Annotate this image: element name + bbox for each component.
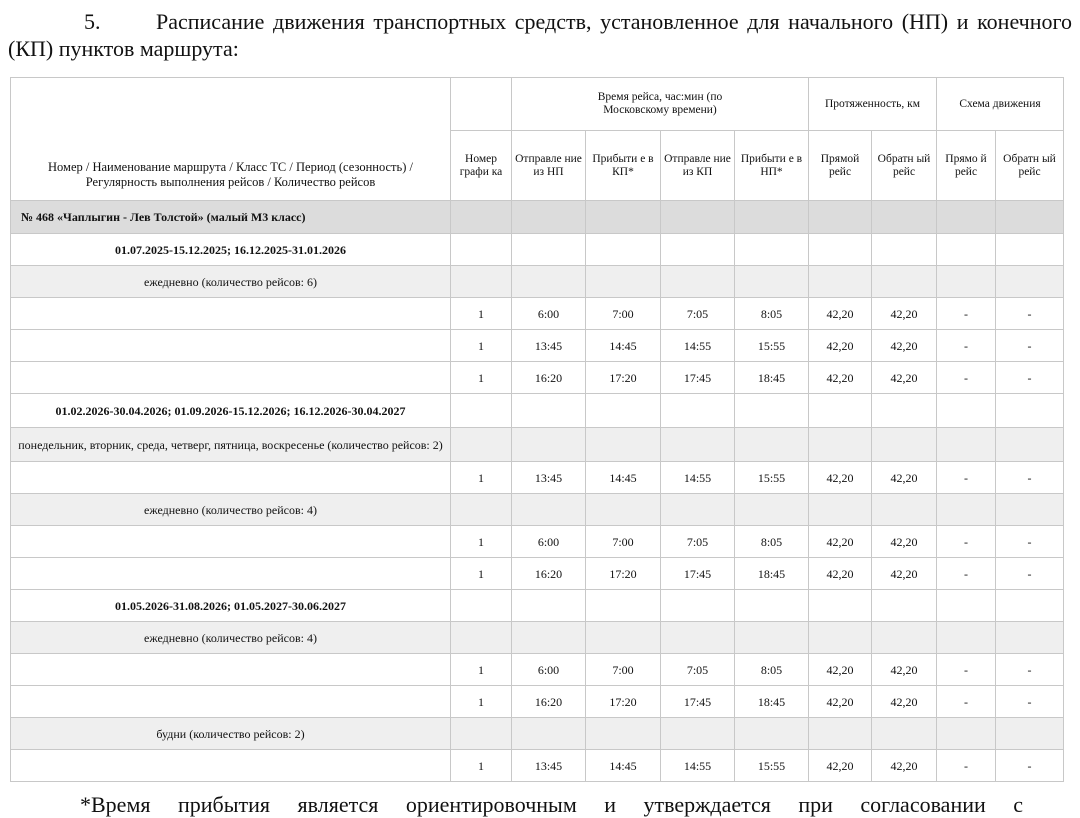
route-row <box>11 201 1064 234</box>
trip-cell: 13:45 <box>512 750 586 782</box>
trip-row <box>11 686 1064 718</box>
route-cell-empty <box>11 362 451 394</box>
trip-cell <box>735 428 809 462</box>
section-number: 5. <box>84 9 101 34</box>
period-row <box>11 234 1064 266</box>
trip-cell <box>809 590 872 622</box>
reg-label: ежедневно (количество рейсов: 4) <box>11 622 451 654</box>
trip-cell <box>809 266 872 298</box>
trip-cell <box>996 428 1064 462</box>
header-length-group: Протяженность, км <box>809 78 937 131</box>
trip-cell: 42,20 <box>809 362 872 394</box>
route-cell-empty <box>11 462 451 494</box>
reg-row <box>11 428 1064 462</box>
trip-cell: - <box>937 330 996 362</box>
reg-label: ежедневно (количество рейсов: 4) <box>11 494 451 526</box>
trip-cell <box>586 494 661 526</box>
trip-cell: 42,20 <box>872 686 937 718</box>
trip-cell: 14:45 <box>586 750 661 782</box>
trip-cell: 13:45 <box>512 462 586 494</box>
trip-cell: 42,20 <box>809 462 872 494</box>
trip-cell <box>451 394 512 428</box>
reg-row <box>11 718 1064 750</box>
trip-cell <box>661 428 735 462</box>
trip-cell: 8:05 <box>735 526 809 558</box>
trip-cell <box>586 718 661 750</box>
trip-cell <box>512 428 586 462</box>
trip-cell <box>996 590 1064 622</box>
trip-cell: 6:00 <box>512 526 586 558</box>
trip-cell: 18:45 <box>735 558 809 590</box>
trip-cell <box>735 201 809 234</box>
trip-cell <box>937 622 996 654</box>
trip-cell: 15:55 <box>735 462 809 494</box>
trip-cell <box>872 266 937 298</box>
header-sub: Прямой рейс <box>809 131 872 201</box>
trip-cell: 7:05 <box>661 654 735 686</box>
trip-cell: - <box>937 654 996 686</box>
trip-cell: 42,20 <box>809 750 872 782</box>
trip-cell: 15:55 <box>735 330 809 362</box>
trip-row <box>11 654 1064 686</box>
trip-cell: 42,20 <box>872 526 937 558</box>
trip-cell <box>872 622 937 654</box>
trip-cell: 7:05 <box>661 526 735 558</box>
trip-cell <box>451 201 512 234</box>
header-row-1 <box>11 78 1064 131</box>
trip-row <box>11 750 1064 782</box>
trip-cell <box>996 201 1064 234</box>
trip-cell: 14:45 <box>586 330 661 362</box>
schedule-table <box>10 77 1064 782</box>
trip-row <box>11 298 1064 330</box>
trip-cell <box>872 718 937 750</box>
trip-cell <box>586 622 661 654</box>
trip-cell <box>937 394 996 428</box>
trip-cell <box>809 201 872 234</box>
trip-cell: 1 <box>451 750 512 782</box>
trip-cell <box>451 266 512 298</box>
trip-cell: 16:20 <box>512 558 586 590</box>
trip-cell: 7:00 <box>586 526 661 558</box>
section-title: Расписание движения транспортных средств, установленное для начального (НП) и конечного (КП) пунктов маршрута: <box>8 9 1072 61</box>
trip-cell <box>512 266 586 298</box>
trip-cell <box>937 234 996 266</box>
trip-cell <box>512 622 586 654</box>
trip-cell <box>996 266 1064 298</box>
trip-cell: - <box>937 298 996 330</box>
trip-cell: 1 <box>451 330 512 362</box>
trip-cell: - <box>996 686 1064 718</box>
trip-cell: - <box>937 462 996 494</box>
trip-cell: - <box>996 362 1064 394</box>
trip-row <box>11 526 1064 558</box>
trip-cell <box>661 266 735 298</box>
trip-cell <box>809 494 872 526</box>
trip-cell <box>512 394 586 428</box>
trip-cell <box>586 590 661 622</box>
trip-cell <box>451 428 512 462</box>
trip-cell <box>661 201 735 234</box>
trip-cell <box>937 718 996 750</box>
trip-cell <box>512 718 586 750</box>
trip-cell <box>512 590 586 622</box>
trip-cell <box>996 494 1064 526</box>
trip-row <box>11 462 1064 494</box>
trip-cell: 17:20 <box>586 558 661 590</box>
trip-cell: 14:55 <box>661 462 735 494</box>
trip-cell: 42,20 <box>872 558 937 590</box>
trip-cell: - <box>937 750 996 782</box>
header-sub: Отправле ние из КП <box>661 131 735 201</box>
trip-cell: - <box>996 298 1064 330</box>
period-label: 01.02.2026-30.04.2026; 01.09.2026-15.12.2026; 16.12.2026-30.04.2027 <box>11 394 451 428</box>
trip-cell: 17:45 <box>661 558 735 590</box>
trip-cell: 17:20 <box>586 362 661 394</box>
trip-cell <box>735 494 809 526</box>
trip-cell <box>937 266 996 298</box>
trip-cell <box>809 394 872 428</box>
trip-cell <box>586 266 661 298</box>
route-cell-empty <box>11 526 451 558</box>
trip-cell <box>872 590 937 622</box>
trip-cell: 6:00 <box>512 654 586 686</box>
trip-cell <box>872 428 937 462</box>
trip-cell <box>512 494 586 526</box>
route-label: № 468 «Чаплыгин - Лев Толстой» (малый М3 класс) <box>11 201 451 234</box>
trip-cell: - <box>937 686 996 718</box>
trip-row <box>11 362 1064 394</box>
trip-cell <box>586 234 661 266</box>
trip-cell: 18:45 <box>735 686 809 718</box>
trip-cell <box>451 718 512 750</box>
trip-cell: 42,20 <box>809 330 872 362</box>
trip-cell <box>809 622 872 654</box>
trip-cell: 42,20 <box>809 686 872 718</box>
trip-cell: - <box>937 558 996 590</box>
trip-cell: 42,20 <box>809 654 872 686</box>
trip-cell <box>872 494 937 526</box>
trip-cell: - <box>996 654 1064 686</box>
header-sub: Прибыти е в НП* <box>735 131 809 201</box>
header-sub: Обратн ый рейс <box>996 131 1064 201</box>
trip-cell: 42,20 <box>809 526 872 558</box>
trip-cell: 14:45 <box>586 462 661 494</box>
trip-cell: 17:20 <box>586 686 661 718</box>
trip-cell: 1 <box>451 526 512 558</box>
trip-cell: 1 <box>451 298 512 330</box>
route-cell-empty <box>11 750 451 782</box>
trip-cell: 16:20 <box>512 362 586 394</box>
trip-cell <box>586 394 661 428</box>
trip-cell <box>809 718 872 750</box>
trip-cell: 7:00 <box>586 654 661 686</box>
route-cell-empty <box>11 558 451 590</box>
trip-cell: - <box>937 526 996 558</box>
reg-label: понедельник, вторник, среда, четверг, пятница, воскресенье (количество рейсов: 2) <box>11 428 451 462</box>
trip-cell: 42,20 <box>809 298 872 330</box>
period-label: 01.07.2025-15.12.2025; 16.12.2025-31.01.2026 <box>11 234 451 266</box>
trip-cell: 14:55 <box>661 750 735 782</box>
trip-cell <box>735 718 809 750</box>
trip-cell <box>661 234 735 266</box>
trip-cell <box>735 590 809 622</box>
trip-cell: 42,20 <box>872 298 937 330</box>
trip-cell: 42,20 <box>872 462 937 494</box>
trip-cell <box>872 234 937 266</box>
trip-cell: 18:45 <box>735 362 809 394</box>
period-row <box>11 590 1064 622</box>
trip-cell <box>586 201 661 234</box>
trip-cell <box>937 201 996 234</box>
section-heading <box>8 8 1072 62</box>
trip-cell: 1 <box>451 686 512 718</box>
reg-row <box>11 494 1064 526</box>
trip-cell: 15:55 <box>735 750 809 782</box>
trip-cell: 7:00 <box>586 298 661 330</box>
trip-cell: 7:05 <box>661 298 735 330</box>
trip-cell <box>451 234 512 266</box>
route-cell-empty <box>11 330 451 362</box>
trip-cell: - <box>996 558 1064 590</box>
trip-cell: 8:05 <box>735 298 809 330</box>
trip-cell <box>661 394 735 428</box>
reg-label: ежедневно (количество рейсов: 6) <box>11 266 451 298</box>
trip-cell <box>451 494 512 526</box>
trip-cell <box>996 718 1064 750</box>
trip-cell: 8:05 <box>735 654 809 686</box>
trip-cell <box>735 266 809 298</box>
trip-cell: 42,20 <box>809 558 872 590</box>
trip-cell <box>661 622 735 654</box>
period-row <box>11 394 1064 428</box>
trip-cell: 42,20 <box>872 654 937 686</box>
trip-cell <box>451 622 512 654</box>
trip-cell <box>512 234 586 266</box>
trip-cell <box>735 622 809 654</box>
trip-cell <box>451 590 512 622</box>
trip-cell <box>735 234 809 266</box>
trip-cell: - <box>996 750 1064 782</box>
header-sub: Отправле ние из НП <box>512 131 586 201</box>
trip-cell <box>996 622 1064 654</box>
header-time-group: Время рейса, час:мин (по Московскому времени) <box>512 78 809 131</box>
route-cell-empty <box>11 686 451 718</box>
reg-row <box>11 622 1064 654</box>
route-cell-empty <box>11 654 451 686</box>
header-route: Номер / Наименование маршрута / Класс ТС / Период (сезонность) / Регулярность выполнения рейсов / Количество рейсов <box>11 78 451 201</box>
trip-cell <box>512 201 586 234</box>
trip-cell: 42,20 <box>872 330 937 362</box>
trip-cell <box>996 234 1064 266</box>
trip-cell: 1 <box>451 362 512 394</box>
trip-cell: - <box>996 526 1064 558</box>
trip-cell: 1 <box>451 558 512 590</box>
trip-cell <box>872 394 937 428</box>
reg-row <box>11 266 1064 298</box>
trip-cell: 1 <box>451 654 512 686</box>
footnote: *Время прибытия является ориентировочным и утверждается при согласовании с <box>80 792 1024 817</box>
trip-cell <box>937 428 996 462</box>
header-sub: Прибыти е в КП* <box>586 131 661 201</box>
header-scheme-group: Схема движения <box>937 78 1064 131</box>
trip-cell: 16:20 <box>512 686 586 718</box>
trip-cell <box>586 428 661 462</box>
trip-cell: 1 <box>451 462 512 494</box>
trip-cell <box>661 718 735 750</box>
trip-cell <box>996 394 1064 428</box>
trip-cell <box>661 494 735 526</box>
trip-cell <box>661 590 735 622</box>
trip-cell: - <box>996 462 1064 494</box>
period-label: 01.05.2026-31.08.2026; 01.05.2027-30.06.2027 <box>11 590 451 622</box>
route-cell-empty <box>11 298 451 330</box>
trip-cell: 14:55 <box>661 330 735 362</box>
trip-cell: 6:00 <box>512 298 586 330</box>
header-sub: Прямо й рейс <box>937 131 996 201</box>
trip-row <box>11 330 1064 362</box>
trip-cell <box>809 234 872 266</box>
trip-cell: 13:45 <box>512 330 586 362</box>
trip-cell <box>937 494 996 526</box>
header-schedule-number: Номер графи ка <box>451 131 512 201</box>
trip-cell <box>937 590 996 622</box>
trip-cell: 17:45 <box>661 686 735 718</box>
trip-cell: - <box>937 362 996 394</box>
header-empty <box>451 78 512 131</box>
header-sub: Обратн ый рейс <box>872 131 937 201</box>
trip-cell: 42,20 <box>872 750 937 782</box>
trip-cell <box>809 428 872 462</box>
trip-cell: 17:45 <box>661 362 735 394</box>
trip-cell <box>735 394 809 428</box>
trip-cell <box>872 201 937 234</box>
reg-label: будни (количество рейсов: 2) <box>11 718 451 750</box>
trip-row <box>11 558 1064 590</box>
trip-cell: 42,20 <box>872 362 937 394</box>
trip-cell: - <box>996 330 1064 362</box>
